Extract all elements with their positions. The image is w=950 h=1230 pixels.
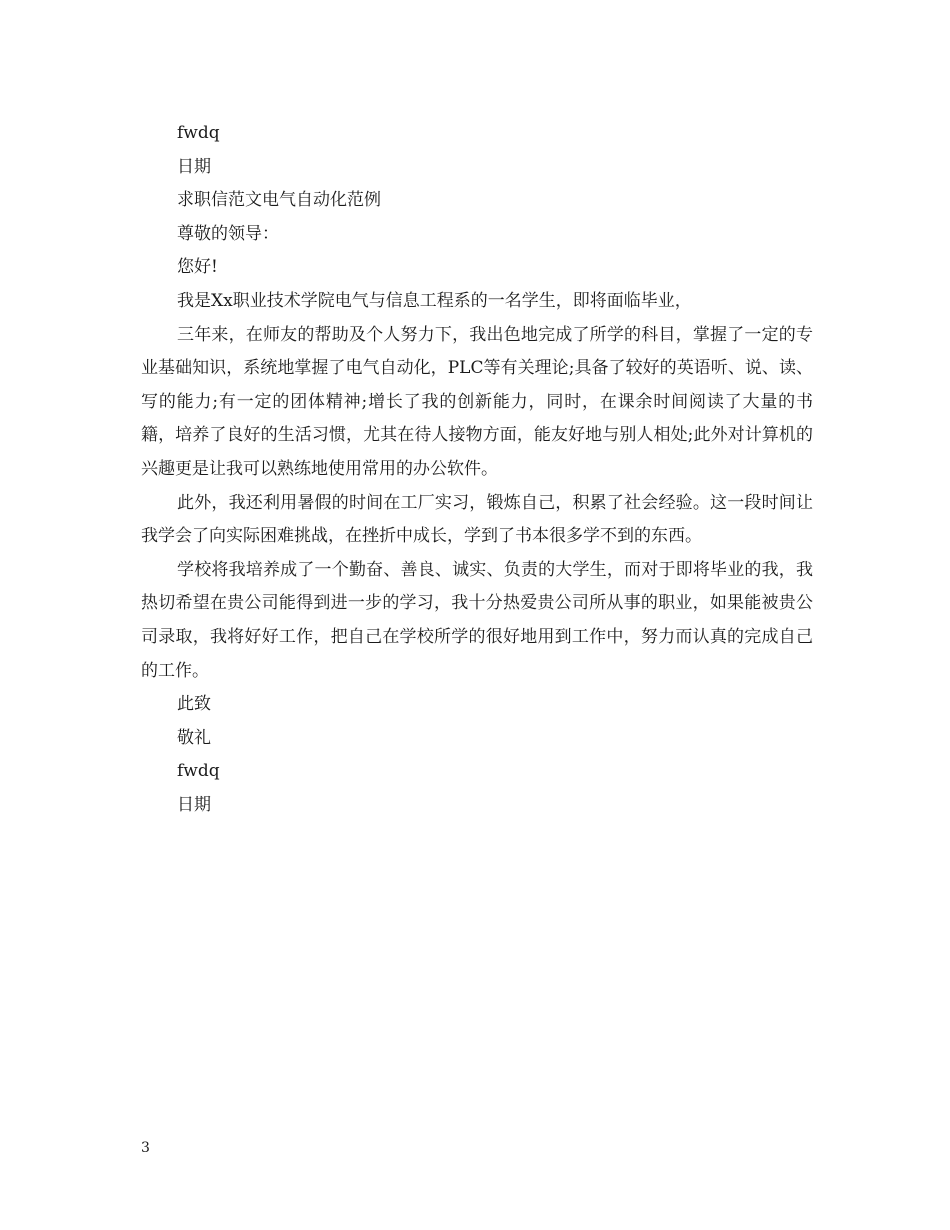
header-date-label: 日期 xyxy=(177,156,211,177)
letter-paragraph-1: 三年来，在师友的帮助及个人努力下，我出色地完成了所学的科目，掌握了一定的专业基础知识，系统地掌握了电气自动化，PLC等有关理论;具备了较好的英语听、说、读、写的能力;有一定的团体精神;增长了我的创新能力，同时，在课余时间阅读了大量的书籍，培养了良好的生活习惯，尤其在待人接物方面，能友好地与别人相处;此外对计算机的兴趣更是让我可以熟练地使用常用的办公软件。 xyxy=(141,324,813,479)
letter-title: 求职信范文电气自动化范例 xyxy=(177,190,381,211)
header-author: fwdq xyxy=(177,123,220,143)
letter-signature: fwdq xyxy=(177,761,220,782)
letter-signature-date: 日期 xyxy=(177,794,211,815)
letter-paragraph-3: 学校将我培养成了一个勤奋、善良、诚实、负责的大学生，而对于即将毕业的我，我热切希望在贵公司能得到进一步的学习，我十分热爱贵公司所从事的职业，如果能被贵公司录取，我将好好工作，把自己在学校所学的很好地用到工作中，努力而认真的完成自己的工作。 xyxy=(141,559,813,681)
letter-intro: 我是Xx职业技术学院电气与信息工程系的一名学生，即将面临毕业， xyxy=(177,290,692,311)
letter-greeting: 您好! xyxy=(177,257,218,278)
letter-salutation: 尊敬的领导： xyxy=(177,223,279,244)
letter-closing-1: 此致 xyxy=(177,694,211,715)
page-number: 3 xyxy=(141,1140,150,1156)
letter-closing-2: 敬礼 xyxy=(177,727,211,748)
letter-paragraph-2: 此外，我还利用暑假的时间在工厂实习，锻炼自己，积累了社会经验。这一段时间让我学会了向实际困难挑战，在挫折中成长，学到了书本很多学不到的东西。 xyxy=(141,492,813,547)
document-body xyxy=(141,117,813,822)
